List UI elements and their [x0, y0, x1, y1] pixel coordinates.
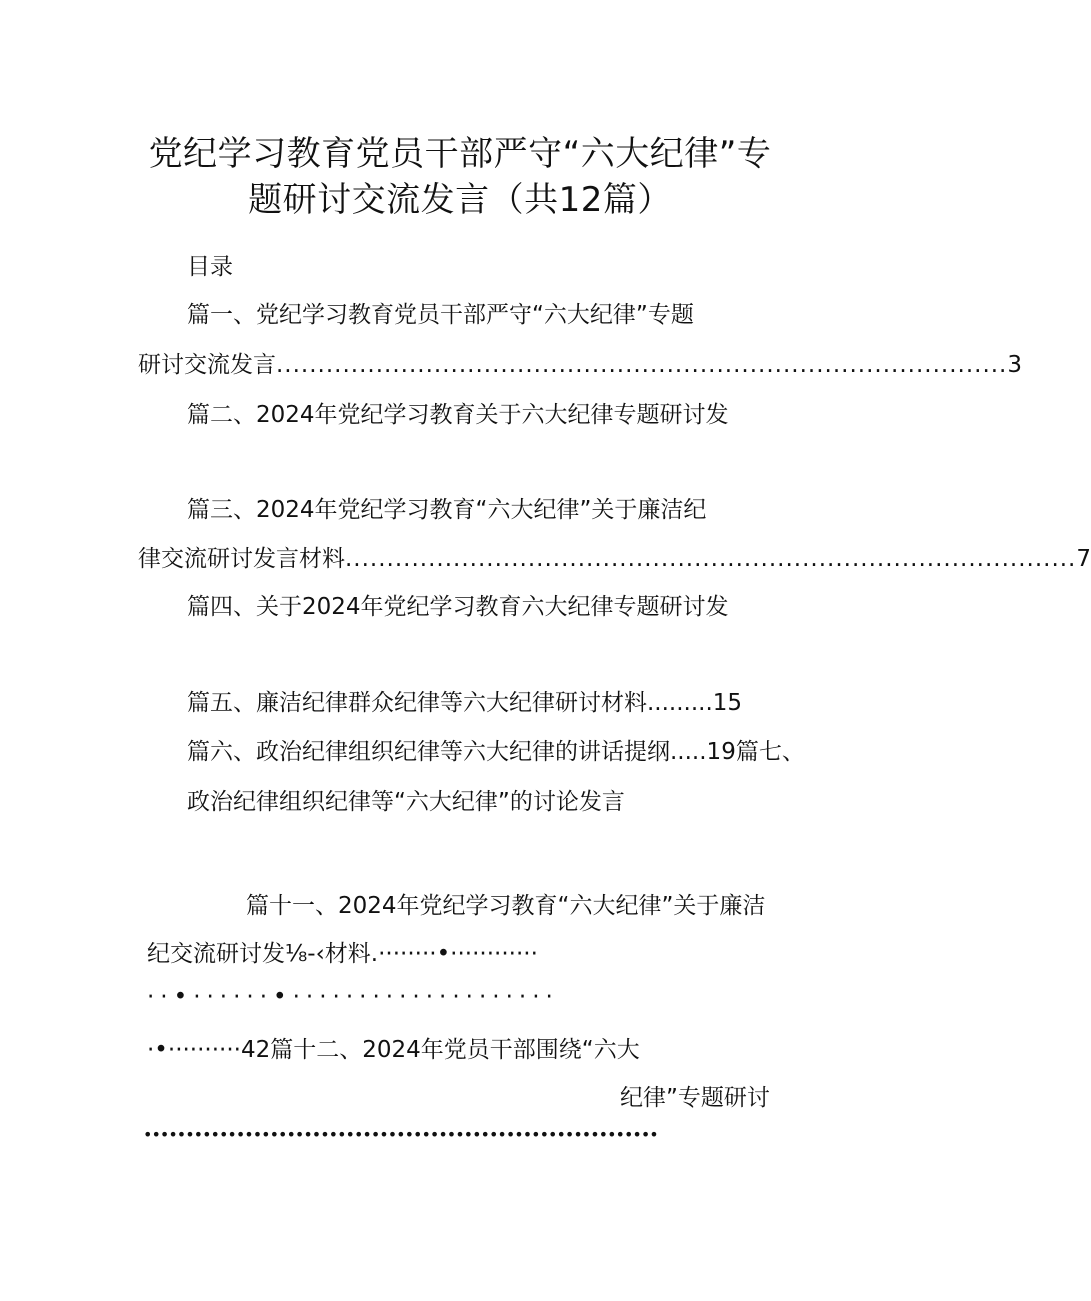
toc-entry-5: 篇五、廉洁纪律群众纪律等六大纪律研讨材料.........15 [187, 690, 743, 716]
toc-entry-1-text: 研讨交流发言 [138, 352, 276, 378]
toc-entry-11-line-1: 篇十一、2024年党纪学习教育“六大纪律”关于廉洁 [246, 893, 766, 919]
toc-entry-3-text: 律交流研讨发言材料 [138, 546, 345, 572]
toc-entry-2: 篇二、2024年党纪学习教育关于六大纪律专题研讨发 [187, 402, 729, 428]
toc-entry-7: 政治纪律组织纪律等“六大纪律”的讨论发言 [187, 789, 625, 815]
document-title-line-2: 题研讨交流发言（共12篇） [248, 180, 672, 220]
document-title-line-1: 党纪学习教育党员干部严守“六大纪律”专 [148, 134, 772, 174]
toc-entry-1-line-1: 篇一、党纪学习教育党员干部严守“六大纪律”专题 [187, 302, 694, 328]
toc-entry-3-leader: ........................................................................................ [345, 546, 1077, 572]
toc-entry-11-line-2: 纪交流研讨发⅛-‹材料.········•············ [147, 941, 538, 967]
toc-entry-12-line-1: ·•··········42篇十二、2024年党员干部围绕“六大 [147, 1037, 640, 1063]
toc-entry-3-line-1: 篇三、2024年党纪学习教育“六大纪律”关于廉洁纪 [187, 497, 707, 523]
toc-entry-1-page: 3 [1007, 352, 1023, 378]
toc-entry-3-page: 7 [1076, 546, 1091, 572]
toc-entry-1-line-2 [138, 346, 1023, 379]
toc-entry-4: 篇四、关于2024年党纪学习教育六大纪律专题研讨发 [187, 594, 729, 620]
toc-entry-3-line-2 [138, 540, 1091, 573]
toc-entry-6: 篇六、政治纪律组织纪律等六大纪律的讲话提纲.....19篇七、 [187, 739, 805, 765]
toc-entry-12-line-2: 纪律”专题研讨 [620, 1085, 770, 1111]
toc-entry-1-leader: ........................................................................................ [276, 352, 1008, 378]
toc-heading: 目录 [187, 254, 233, 280]
toc-entry-11-leader: ··•······•···················· [147, 984, 559, 1010]
toc-entry-12-leader: ••••••••••••••••••••••••••••••••••••••••••••••••••••••••••••• [143, 1125, 658, 1144]
